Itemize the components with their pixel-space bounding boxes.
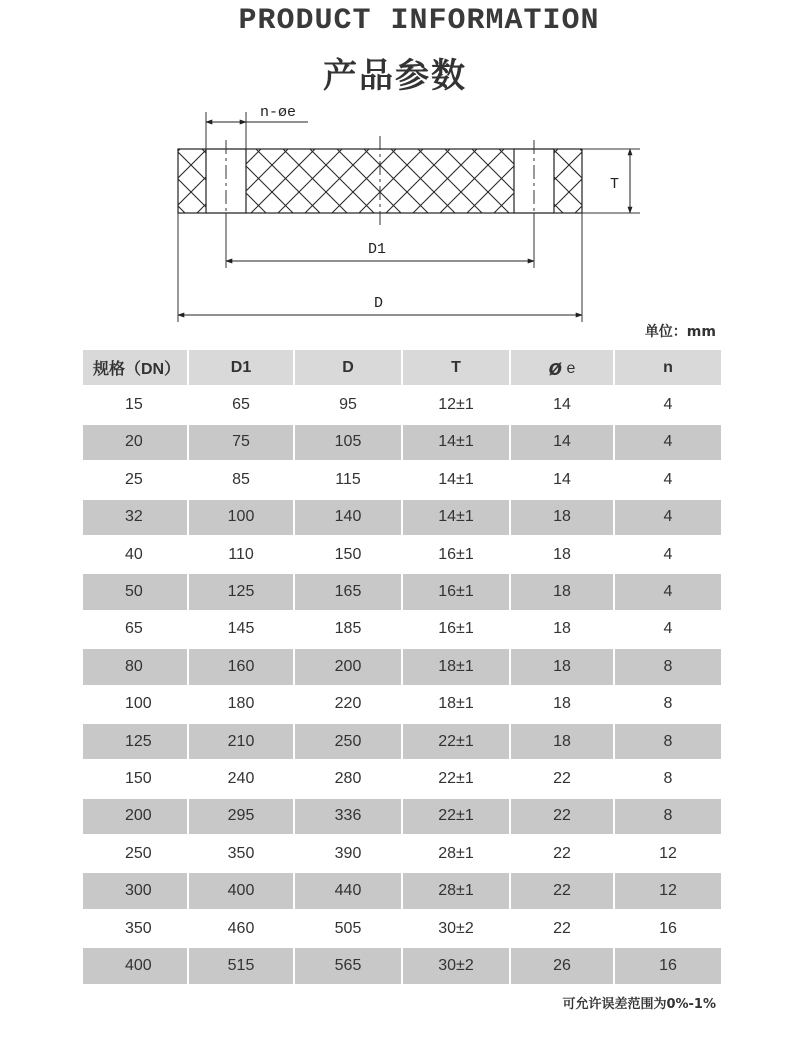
table-cell: 8 [615,649,721,684]
table-cell: 12 [615,873,721,908]
table-cell: 4 [663,396,673,414]
table-row [83,537,721,572]
table-cell: 200 [295,649,401,684]
table-cell: 20 [83,425,187,460]
table-cell: 115 [335,470,361,488]
table-cell: 85 [232,470,250,488]
table-cell: 150 [125,769,152,787]
table-cell: 18 [511,500,613,535]
table-row [83,425,721,460]
table-cell: 18±1 [403,649,509,684]
parameter-table [81,348,723,986]
header-n: n [615,350,721,385]
table-cell: 8 [663,695,673,713]
table-cell: 210 [189,724,293,759]
table-cell: 110 [228,545,254,563]
table-cell: 100 [189,500,293,535]
table-cell: 32 [83,500,187,535]
table-cell: 22 [553,769,571,787]
table-cell: 28±1 [438,844,474,862]
table-cell: 18±1 [438,695,474,713]
table-row [83,724,721,759]
table-cell: 65 [232,396,250,414]
table-cell: 505 [334,919,362,937]
table-cell: 16±1 [403,574,509,609]
table-cell: 80 [83,649,187,684]
table-row [83,574,721,609]
table-cell: 50 [83,574,187,609]
table-cell: 4 [663,470,673,488]
table-header-row [83,350,721,385]
table-cell: 14 [553,470,571,488]
table-cell: 220 [334,695,362,713]
label-t: T [610,176,620,193]
table-cell: 8 [615,799,721,834]
label-d: D [374,295,384,312]
dimension-hole [206,104,308,122]
table-cell: 22 [511,799,613,834]
table-cell: 65 [125,620,143,638]
table-cell: 18 [511,724,613,759]
table-row [83,911,721,946]
table-row [83,612,721,647]
table-row [83,948,721,983]
table-row [83,873,721,908]
table-cell: 165 [295,574,401,609]
header-e-label: e [566,359,576,377]
table-cell: 16 [615,948,721,983]
title-english: PRODUCT INFORMATION [238,4,600,38]
dimension-thickness [610,149,630,213]
table-cell: 18 [553,545,571,563]
table-cell: 22±1 [438,769,474,787]
table-cell: 8 [615,724,721,759]
unit-label: 单位：mm [644,324,716,340]
table-cell: 14 [511,425,613,460]
table-cell: 15 [125,396,143,414]
table-cell: 515 [189,948,293,983]
table-row [83,462,721,497]
phi-icon: ø [548,354,563,380]
table-cell: 100 [125,695,152,713]
header-d1: D1 [189,350,293,385]
table-cell: 22±1 [403,724,509,759]
table-cell: 400 [189,873,293,908]
header-phi-e [511,350,613,385]
gasket-segment-left [178,149,206,213]
table-cell: 300 [83,873,187,908]
table-cell: 18 [553,695,571,713]
table-cell: 145 [227,620,255,638]
table-cell: 16±1 [438,620,474,638]
table-cell: 125 [83,724,187,759]
table-cell: 4 [615,425,721,460]
table-cell: 14±1 [403,425,509,460]
dimension-d1 [226,241,534,261]
table-cell: 14±1 [438,470,474,488]
table-cell: 4 [615,500,721,535]
table-cell: 8 [663,769,673,787]
table-cell: 200 [83,799,187,834]
table-cell: 150 [334,545,362,563]
header-dn: 规格（DN） [83,350,187,385]
table-cell: 4 [615,574,721,609]
table-row [83,799,721,834]
table-row [83,500,721,535]
table-cell: 160 [189,649,293,684]
table-row [83,761,721,796]
table-cell: 240 [227,769,255,787]
table-cell: 18 [553,620,571,638]
table-cell: 22 [553,919,571,937]
table-cell: 16±1 [438,545,474,563]
table-cell: 75 [189,425,293,460]
title-chinese: 产品参数 [323,56,467,96]
table-cell: 14±1 [403,500,509,535]
gasket-segment-right [554,149,582,213]
table-cell: 16 [659,919,677,937]
table-cell: 22±1 [403,799,509,834]
table-cell: 400 [83,948,187,983]
table-cell: 180 [227,695,255,713]
table-body [83,387,721,983]
table-row [83,649,721,684]
table-cell: 12±1 [438,396,474,414]
table-cell: 185 [334,620,362,638]
header-d: D [295,350,401,385]
table-cell: 30±2 [403,948,509,983]
table-cell: 280 [334,769,362,787]
gasket-drawing [0,90,800,322]
dimension-d [178,295,582,315]
table-cell: 125 [189,574,293,609]
table-cell: 18 [511,649,613,684]
table-cell: 105 [295,425,401,460]
table-row [83,387,721,422]
table-cell: 4 [663,545,673,563]
table-cell: 350 [125,919,152,937]
table-cell: 12 [659,844,677,862]
extension-lines [178,112,640,322]
table-cell: 460 [227,919,255,937]
table-cell: 250 [125,844,152,862]
header-t: T [403,350,509,385]
table-cell: 565 [295,948,401,983]
table-cell: 295 [189,799,293,834]
label-d1: D1 [368,241,387,258]
table-cell: 28±1 [403,873,509,908]
table-cell: 18 [511,574,613,609]
table-row [83,687,721,722]
table-cell: 95 [339,396,357,414]
table-cell: 40 [125,545,143,563]
table-row [83,836,721,871]
table-cell: 22 [553,844,571,862]
tolerance-note: 可允许误差范围为0%-1% [562,997,716,1012]
table-cell: 26 [511,948,613,983]
table-cell: 140 [295,500,401,535]
table-cell: 336 [295,799,401,834]
label-hole: n-øe [260,104,297,121]
table-cell: 25 [125,470,143,488]
table-cell: 350 [227,844,255,862]
table-cell: 440 [295,873,401,908]
table-cell: 4 [663,620,673,638]
table-cell: 14 [553,396,571,414]
table-cell: 22 [511,873,613,908]
table-cell: 390 [334,844,362,862]
table-cell: 250 [295,724,401,759]
table-cell: 30±2 [438,919,474,937]
